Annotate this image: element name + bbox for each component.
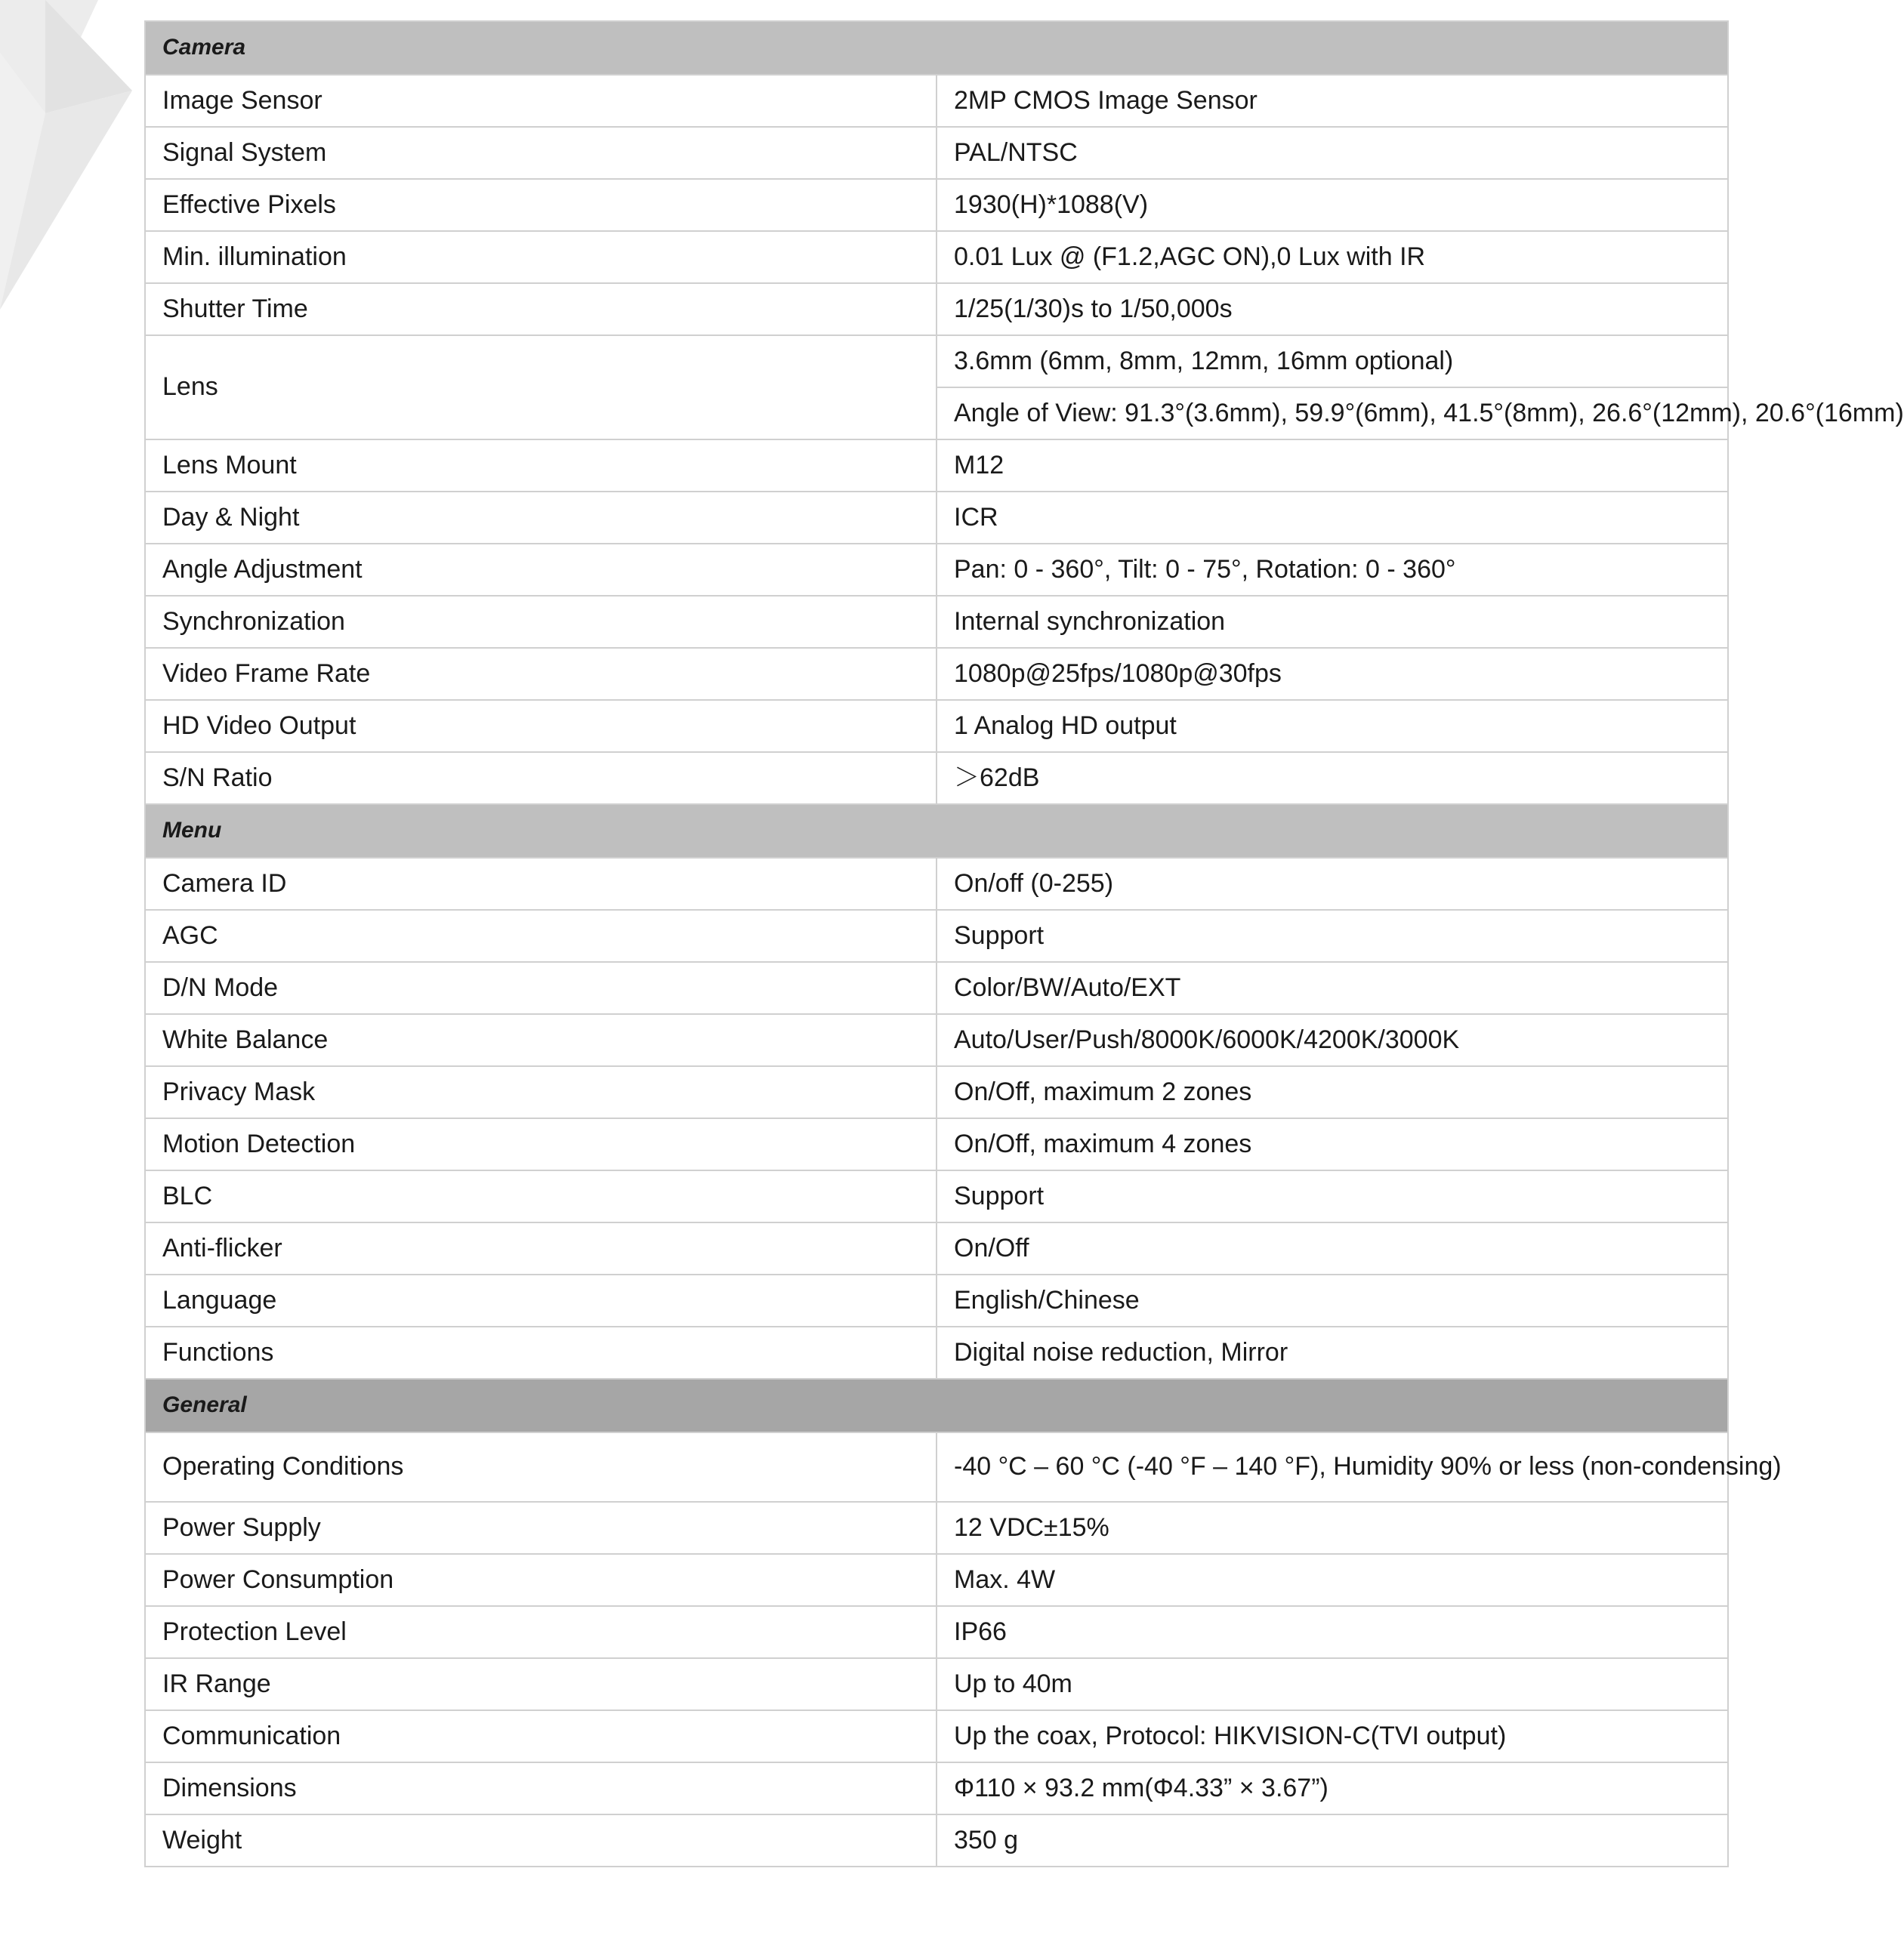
spec-label: Signal System [145,127,937,179]
spec-value: 2MP CMOS Image Sensor [937,75,1728,127]
spec-value: 1 Analog HD output [937,700,1728,752]
spec-value: Φ110 × 93.2 mm(Φ4.33” × 3.67”) [937,1762,1728,1814]
spec-row-blc [145,1170,1728,1222]
spec-value: On/off (0-255) [937,858,1728,910]
spec-value: -40 °C – 60 °C (-40 °F – 140 °F), Humidity 90% or less (non-condensing) [937,1432,1728,1502]
corner-watermark [0,0,143,317]
section-header-menu [145,804,1728,858]
spec-label: Operating Conditions [145,1432,937,1502]
spec-value: 1930(H)*1088(V) [937,179,1728,231]
spec-label: Video Frame Rate [145,648,937,700]
spec-row-privacy-mask [145,1066,1728,1118]
spec-label: Communication [145,1710,937,1762]
spec-row-shutter-time [145,283,1728,335]
spec-value: ＞62dB [937,752,1728,804]
spec-row-operating-conditions [145,1432,1728,1502]
spec-row-synchronization [145,596,1728,648]
spec-label: Min. illumination [145,231,937,283]
spec-row-ir-range [145,1658,1728,1710]
spec-row-motion-detection [145,1118,1728,1170]
spec-row-effective-pixels [145,179,1728,231]
spec-label: Power Consumption [145,1554,937,1606]
spec-row-functions [145,1327,1728,1379]
spec-row-sn-ratio [145,752,1728,804]
spec-row-min-illumination [145,231,1728,283]
spec-row-day-night [145,492,1728,544]
spec-label: Lens [145,335,937,439]
spec-row-agc [145,910,1728,962]
spec-row-white-balance [145,1014,1728,1066]
section-title: Camera [145,21,1728,75]
spec-value: 1/25(1/30)s to 1/50,000s [937,283,1728,335]
spec-value: Digital noise reduction, Mirror [937,1327,1728,1379]
spec-value: 1080p@25fps/1080p@30fps [937,648,1728,700]
spec-row-weight [145,1814,1728,1867]
spec-value: Up to 40m [937,1658,1728,1710]
spec-row-camera-id [145,858,1728,910]
spec-label: Power Supply [145,1502,937,1554]
spec-label: Effective Pixels [145,179,937,231]
spec-label: White Balance [145,1014,937,1066]
spec-label: Language [145,1275,937,1327]
spec-label: S/N Ratio [145,752,937,804]
spec-label: Privacy Mask [145,1066,937,1118]
spec-row-dn-mode [145,962,1728,1014]
spec-row-lens-mount [145,439,1728,492]
spec-value: On/Off, maximum 4 zones [937,1118,1728,1170]
spec-value: Auto/User/Push/8000K/6000K/4200K/3000K [937,1014,1728,1066]
spec-row-power-consumption [145,1554,1728,1606]
spec-label: Lens Mount [145,439,937,492]
spec-label: Weight [145,1814,937,1867]
spec-label: D/N Mode [145,962,937,1014]
spec-value: On/Off [937,1222,1728,1275]
spec-value: Up the coax, Protocol: HIKVISION-C(TVI output) [937,1710,1728,1762]
spec-label: Image Sensor [145,75,937,127]
spec-row-power-supply [145,1502,1728,1554]
spec-label: Anti-flicker [145,1222,937,1275]
spec-label: AGC [145,910,937,962]
spec-label: Functions [145,1327,937,1379]
spec-value: 3.6mm (6mm, 8mm, 12mm, 16mm optional) [937,335,1728,387]
spec-value: 350 g [937,1814,1728,1867]
spec-value: Pan: 0 - 360°, Tilt: 0 - 75°, Rotation: 0 - 360° [937,544,1728,596]
section-header-camera [145,21,1728,75]
spec-table [144,20,1904,1867]
spec-row-communication [145,1710,1728,1762]
spec-row-angle-adjustment [145,544,1728,596]
spec-label: Day & Night [145,492,937,544]
spec-row-video-frame-rate [145,648,1728,700]
section-title: Menu [145,804,1728,858]
spec-value: Support [937,1170,1728,1222]
spec-row-dimensions [145,1762,1728,1814]
spec-row-hd-video-output [145,700,1728,752]
spec-value: Color/BW/Auto/EXT [937,962,1728,1014]
spec-value: Angle of View: 91.3°(3.6mm), 59.9°(6mm), 41.5°(8mm), 26.6°(12mm), 20.6°(16mm) [937,387,1728,439]
spec-label: Protection Level [145,1606,937,1658]
spec-value: Max. 4W [937,1554,1728,1606]
spec-label: HD Video Output [145,700,937,752]
spec-label: Synchronization [145,596,937,648]
spec-label: BLC [145,1170,937,1222]
spec-value: Internal synchronization [937,596,1728,648]
spec-row-image-sensor [145,75,1728,127]
spec-row-anti-flicker [145,1222,1728,1275]
spec-value: Support [937,910,1728,962]
spec-value: IP66 [937,1606,1728,1658]
spec-value: M12 [937,439,1728,492]
spec-value: On/Off, maximum 2 zones [937,1066,1728,1118]
spec-label: Dimensions [145,1762,937,1814]
spec-row-language [145,1275,1728,1327]
spec-label: IR Range [145,1658,937,1710]
section-header-general [145,1379,1728,1432]
spec-value: 12 VDC±15% [937,1502,1728,1554]
spec-row-signal-system [145,127,1728,179]
section-title: General [145,1379,1728,1432]
spec-label: Motion Detection [145,1118,937,1170]
spec-value: 0.01 Lux @ (F1.2,AGC ON),0 Lux with IR [937,231,1728,283]
spec-label: Angle Adjustment [145,544,937,596]
spec-row-protection-level [145,1606,1728,1658]
spec-value: ICR [937,492,1728,544]
spec-row-lens [145,335,1728,387]
spec-label: Shutter Time [145,283,937,335]
spec-value: PAL/NTSC [937,127,1728,179]
spec-label: Camera ID [145,858,937,910]
spec-value: English/Chinese [937,1275,1728,1327]
